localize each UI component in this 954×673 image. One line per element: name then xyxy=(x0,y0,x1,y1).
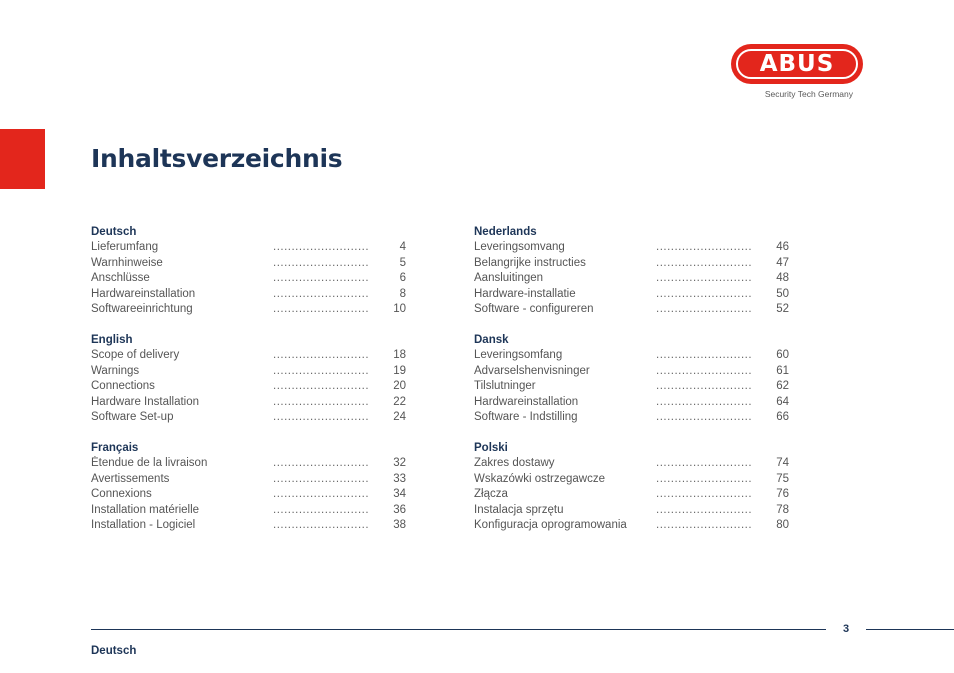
toc-entry[interactable] xyxy=(474,472,789,487)
toc-section-heading: English xyxy=(91,333,133,346)
page-title: Inhaltsverzeichnis xyxy=(91,144,343,173)
toc-entry[interactable] xyxy=(91,456,406,471)
toc-entry[interactable] xyxy=(91,487,406,502)
toc-entry-label: Wskazówki ostrzegawcze xyxy=(474,472,606,485)
toc-entry-label: Warnings xyxy=(91,364,140,377)
toc-leader-dots: .......................... xyxy=(656,395,753,408)
toc-entry-page: 75 xyxy=(776,472,789,485)
toc-entry-page: 32 xyxy=(393,457,406,470)
toc-entry-page: 76 xyxy=(776,488,789,501)
toc-section-heading: Dansk xyxy=(474,333,509,346)
toc-entry[interactable] xyxy=(474,364,789,379)
toc-leader-dots: .......................... xyxy=(656,380,753,393)
toc-entry[interactable] xyxy=(91,518,406,533)
toc-entry-page: 61 xyxy=(776,364,789,377)
toc-entry[interactable] xyxy=(474,302,789,317)
toc-entry-label: Lieferumfang xyxy=(91,241,159,254)
toc-entry[interactable] xyxy=(474,487,789,502)
toc-entry[interactable] xyxy=(91,271,406,286)
toc-entry-label: Scope of delivery xyxy=(91,349,180,362)
toc-section-heading: Polski xyxy=(474,441,508,454)
toc-entry-page: 8 xyxy=(399,287,406,300)
logo-wordmark: ABUS xyxy=(736,49,858,79)
toc-leader-dots: .......................... xyxy=(656,256,753,269)
toc-section-francais xyxy=(91,441,406,533)
toc-entry-label: Instalacja sprzętu xyxy=(474,503,564,516)
toc-entry-page: 18 xyxy=(393,349,406,362)
toc-entry[interactable] xyxy=(91,240,406,255)
toc-leader-dots: .......................... xyxy=(656,272,753,285)
toc-entry-label: Installation - Logiciel xyxy=(91,518,196,531)
toc-entry[interactable] xyxy=(474,287,789,302)
toc-section-english xyxy=(91,333,406,425)
toc-entry[interactable] xyxy=(91,503,406,518)
toc-entry-label: Connections xyxy=(91,380,155,393)
toc-entry-page: 62 xyxy=(776,380,789,393)
toc-entry-label: Hardware-installatie xyxy=(474,287,576,300)
toc-leader-dots: .......................... xyxy=(273,256,370,269)
toc-entry[interactable] xyxy=(91,364,406,379)
toc-entry-label: Hardware Installation xyxy=(91,395,200,408)
toc-section-dansk xyxy=(474,333,789,425)
toc-leader-dots: .......................... xyxy=(656,472,753,485)
toc-entry-page: 48 xyxy=(776,272,789,285)
toc-leader-dots: .......................... xyxy=(273,272,370,285)
toc-leader-dots: .......................... xyxy=(273,410,370,423)
toc-entry[interactable] xyxy=(474,348,789,363)
toc-leader-dots: .......................... xyxy=(273,503,370,516)
toc-entry-label: Tilslutninger xyxy=(474,380,536,393)
toc-entry-page: 66 xyxy=(776,410,789,423)
toc-section-deutsch xyxy=(91,225,406,317)
toc-entry-label: Leveringsomvang xyxy=(474,241,565,254)
toc-entry[interactable] xyxy=(91,379,406,394)
toc-entry-label: Aansluitingen xyxy=(474,272,544,285)
toc-entry-page: 50 xyxy=(776,287,789,300)
toc-entry-page: 47 xyxy=(776,256,789,269)
toc-section-heading: Nederlands xyxy=(474,226,537,238)
toc-entry-label: Hardwareinstallation xyxy=(91,287,196,300)
logo-oval xyxy=(731,44,863,84)
toc-entry-page: 78 xyxy=(776,503,789,516)
toc-entry-label: Software Set-up xyxy=(91,410,174,423)
toc-entry-page: 4 xyxy=(399,241,406,254)
toc-leader-dots: .......................... xyxy=(656,503,753,516)
toc-entry[interactable] xyxy=(474,395,789,410)
toc-leader-dots: .......................... xyxy=(273,472,370,485)
toc-leader-dots: .......................... xyxy=(656,303,753,316)
toc-section-nederlands xyxy=(474,225,789,317)
toc-entry-label: Étendue de la livraison xyxy=(91,457,208,470)
toc-entry[interactable] xyxy=(91,410,406,425)
footer-rule-left xyxy=(91,629,826,630)
toc-section-heading: Deutsch xyxy=(91,226,137,238)
toc-entry-page: 20 xyxy=(393,380,406,393)
toc-entry[interactable] xyxy=(474,503,789,518)
toc-entry[interactable] xyxy=(474,240,789,255)
toc-leader-dots: .......................... xyxy=(273,241,370,254)
toc-leader-dots: .......................... xyxy=(273,395,370,408)
toc-entry[interactable] xyxy=(91,348,406,363)
toc-entry-page: 24 xyxy=(393,410,406,423)
toc-leader-dots: .......................... xyxy=(656,287,753,300)
toc-entry-label: Zakres dostawy xyxy=(474,457,555,470)
toc-entry-label: Softwareeinrichtung xyxy=(91,303,193,316)
toc-leader-dots: .......................... xyxy=(656,457,753,470)
toc-entry-label: Konfiguracja oprogramowania xyxy=(474,518,627,531)
toc-entry[interactable] xyxy=(474,256,789,271)
toc-entry-label: Hardwareinstallation xyxy=(474,395,579,408)
toc-leader-dots: .......................... xyxy=(273,457,370,470)
toc-entry-label: Leveringsomfang xyxy=(474,349,563,362)
toc-leader-dots: .......................... xyxy=(656,241,753,254)
toc-entry-page: 60 xyxy=(776,349,789,362)
toc-leader-dots: .......................... xyxy=(656,349,753,362)
toc-entry[interactable] xyxy=(91,287,406,302)
toc-leader-dots: .......................... xyxy=(273,303,370,316)
toc-entry[interactable] xyxy=(474,456,789,471)
toc-leader-dots: .......................... xyxy=(273,349,370,362)
toc-entry-page: 19 xyxy=(393,364,406,377)
logo-tagline: Security Tech Germany xyxy=(764,89,853,99)
toc-entry-label: Software - Indstilling xyxy=(474,410,578,423)
toc-entry-page: 80 xyxy=(776,518,789,531)
toc-leader-dots: .......................... xyxy=(273,380,370,393)
toc-entry[interactable] xyxy=(91,395,406,410)
toc-leader-dots: .......................... xyxy=(656,364,753,377)
toc-entry-page: 5 xyxy=(399,256,406,269)
toc-section-heading: Français xyxy=(91,441,139,454)
toc-leader-dots: .......................... xyxy=(656,518,753,531)
toc-entry-page: 10 xyxy=(393,303,406,316)
red-accent-tab xyxy=(0,129,45,189)
toc-entry-label: Advarselshenvisninger xyxy=(474,364,590,377)
toc-section-polski xyxy=(474,441,789,533)
toc-entry-label: Warnhinweise xyxy=(91,256,163,269)
toc-leader-dots: .......................... xyxy=(273,488,370,501)
toc-entry[interactable] xyxy=(91,472,406,487)
toc-entry-label: Installation matérielle xyxy=(91,503,200,516)
toc-entry[interactable] xyxy=(91,256,406,271)
toc-leader-dots: .......................... xyxy=(656,410,753,423)
toc-entry-page: 33 xyxy=(393,472,406,485)
toc-column-left xyxy=(91,225,406,549)
footer-rule-right xyxy=(866,629,954,630)
toc-entry[interactable] xyxy=(474,410,789,425)
toc-leader-dots: .......................... xyxy=(273,287,370,300)
toc-entry[interactable] xyxy=(474,271,789,286)
toc-leader-dots: .......................... xyxy=(656,488,753,501)
abus-logo xyxy=(731,44,867,99)
page-number: 3 xyxy=(842,623,850,635)
toc-entry-label: Connexions xyxy=(91,488,152,501)
toc-entry-page: 6 xyxy=(399,272,406,285)
toc-entry-page: 38 xyxy=(393,518,406,531)
toc-entry-page: 74 xyxy=(776,457,789,470)
toc-entry-label: Software - configureren xyxy=(474,303,594,316)
toc-entry[interactable] xyxy=(91,302,406,317)
toc-entry-label: Złącza xyxy=(474,488,508,501)
toc-entry-page: 46 xyxy=(776,241,789,254)
toc-leader-dots: .......................... xyxy=(273,518,370,531)
toc-entry-label: Belangrijke instructies xyxy=(474,256,586,269)
toc-entry-page: 36 xyxy=(393,503,406,516)
toc-column-right xyxy=(474,225,789,549)
toc-entry-page: 52 xyxy=(776,303,789,316)
toc-entry-page: 34 xyxy=(393,488,406,501)
toc-entry-page: 64 xyxy=(776,395,789,408)
toc-leader-dots: .......................... xyxy=(273,364,370,377)
footer-language: Deutsch xyxy=(91,645,137,657)
toc-entry-label: Anschlüsse xyxy=(91,272,150,285)
toc-entry[interactable] xyxy=(474,518,789,533)
toc-entry-label: Avertissements xyxy=(91,472,170,485)
toc-entry-page: 22 xyxy=(393,395,406,408)
toc-entry[interactable] xyxy=(474,379,789,394)
